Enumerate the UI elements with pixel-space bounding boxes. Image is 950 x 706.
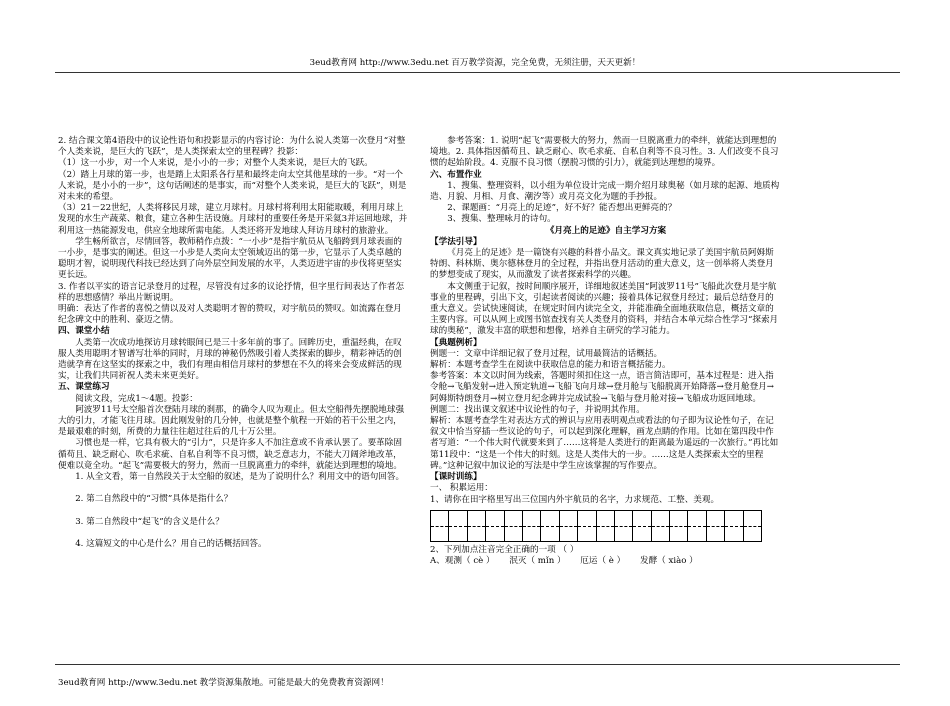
paragraph: 习惯也是一样，它具有极大的“引力”，只是许多人不加注意或不肯承认罢了。要革除固循苟且、缺乏耐心、吹毛求疵、自私自利等不良习惯，缺乏意志力，不能大刀阔斧地改革，便难以竟全功。“起飞”需要极大的努力，然而一旦脱离重力的牵绊，就能达到理想的境地。 — [58, 438, 402, 471]
question: 2. 第二自然段中的“习惯”具体是指什么？ — [75, 494, 233, 505]
option-d: 发酵（ xiào ） — [639, 555, 698, 566]
answer-options — [430, 556, 782, 567]
left-column — [58, 136, 410, 550]
paragraph: 一、 积累运用： — [430, 483, 493, 494]
question: 1. 从全文看，第一自然段关于太空船的叙述，是为了说明什么？利用文中的语句回答。 — [75, 472, 405, 483]
analysis: 解析：本题考查学生在阅读中获取信息的能力和语言概括能力。 — [430, 360, 671, 371]
question: 2、下列加点注音完全正确的一项 （ ） — [430, 544, 579, 555]
section-heading: 【典题例析】 — [430, 337, 482, 348]
section-heading: 四、课堂小结 — [58, 326, 110, 337]
paragraph: 本文侧重于记叙，按时间顺序展开，详细地叙述美国“阿波罗11号”飞船此次登月是宇航事业的里程碑，引出下文，引起读者阅读的兴趣；接着具体记叙登月经过；最后总结登月的重大意义。尝试快速阅读，在规定时间内读完全文，并能准确全面地获取信息，概括文章的主要内容。可以从网上或图书馆查找有关人类登月的资料，并结合本单元综合性学习“探索月球的奥秘”，激发丰富的联想和想像，培养自主研究的学习能力。 — [430, 281, 779, 337]
right-column — [430, 136, 782, 567]
paragraph: 阿波罗11号太空船首次登陆月球的刹那，的确令人叹为观止。但太空船得先摆脱地球强大的引力，才能飞往月球。因此刚发射的几分钟，也就是整个航程一开始的若干公里之内，是最艰难的时刻，所费的力量往往超过往后的几十万公里。 — [58, 404, 405, 438]
paragraph: 1、请你在田字格里写出三位国内外宇航员的名字，力求规范、工整、美观。 — [430, 494, 720, 505]
section-heading: 【课时训练】 — [430, 472, 482, 483]
paragraph: （3）21－22世纪，人类将移民月球，建立月球村。月球村将利用太阳能取暖，利用月球上发现的水生产蔬菜、粮食，建立各种生活设施。月球村的重要任务是开采氦3并运回地球，并利用这一热能源发电，供应全地球所需电能。人类还将开发地球人拜访月球村的旅游业。 — [58, 203, 408, 236]
header-rule — [55, 72, 900, 73]
page-header: 3eud教育网 http://www.3edu.net 百万教学资源，完全免费，无须注册，天天更新！ — [309, 58, 641, 68]
paragraph: （2）踏上月球的第一步，也是踏上太阳系各行星和最终走向太空其他星球的一步。“对一个人来说，是小小的一步”，这句话阐述的是事实，而“对整个人类来说，是巨大的飞跃”，则是对未来的希望。 — [58, 169, 407, 203]
question: 3. 第二自然段中“起飞”的含义是什么？ — [75, 516, 224, 527]
paragraph: 阅读文段，完成1～4题。投影： — [75, 393, 198, 404]
paragraph: （1）这一小步，对一个人来说，是小小的一步；对整个人类来说，是巨大的飞跃。 — [58, 158, 373, 169]
answer: 参考答案：本文以时间为线索，答题时须扣住这一点，语言简洁即可，基本过程是：进入指令舱→飞船发射→进入预定轨道→飞船飞向月球→登月舱与飞船脱离开始降落→登月舱登月→阿姆斯特朗登月→树立登月纪念碑并完成试验→飞船与登月舱对接→飞船成功返回地球。 — [430, 371, 774, 404]
paragraph: 学生畅所欲言，尽情回答，教师稍作点拨：“一小步”是指宇航员从飞船跨到月球表面的一小步，是事实的阐述。但这一小步是人类向太空领域迈出的第一步，它显示了人类卓越的聪明才智，说明现代科技已经达到了向外层空间发展的水平，人类迈进宇宙的步伐将更坚实更长远。 — [58, 236, 402, 281]
page-footer: 3eud教育网 http://www.3edu.net 教学资源集散地。可能是最大的免费教育资源网！ — [58, 678, 389, 688]
section-heading: 【学法引导】 — [430, 236, 482, 247]
paragraph: 参考答案：1. 说明“起飞”需要极大的努力，然而一旦脱离重力的牵绊，就能达到理想的境地。2. 具体指因循苟且、缺乏耐心、吹毛求疵、自私自利等不良习性。3. 人们改变不良习惯的起始阶段。4. 克服不良习惯（摆脱习惯的引力），就能到达理想的境界。 — [430, 136, 779, 169]
paragraph: 人类第一次成功地探访月球转眼间已是三十多年前的事了。回眸历史，重温经典，在叹服人类用聪明才智谱写壮举的同时，月球的神秘仍然吸引着人类探索的脚步，精彩神话的创造就孕育在这坚实的探索之中，我们有理由相信月球村的梦想在不久的将来会变成鲜活的现实，让我们共同祈祝人类未来更美好。 — [58, 337, 402, 382]
plan-title: 《月亮上的足迹》自主学习方案 — [545, 225, 667, 236]
section-heading: 五、课堂练习 — [58, 382, 110, 393]
footer-rule — [55, 664, 900, 665]
option-b: 泯灭（ mǐn ） — [509, 555, 566, 566]
question: 4. 这篇短文的中心是什么？用自己的话概括回答。 — [75, 538, 267, 549]
paragraph: 《月亮上的足迹》是一篇饶有兴趣的科普小品文。课文真实地记录了美国宇航员阿姆斯特朗、科林斯、奥尔德林登月的全过程，并指出登月活动的重大意义，这一创举将人类登月的梦想变成了现实，从而激发了读者探索科学的兴趣。 — [430, 248, 774, 281]
tianzige-grid — [430, 510, 762, 542]
paragraph: 2. 结合课文第4语段中的议论性语句和投影显示的内容讨论：为什么说人类第一次登月“对整个人类来说，是巨大的飞跃”，是人类探索太空的里程碑？投影： — [58, 136, 406, 158]
option-a: A、观测（ cè ） — [430, 555, 495, 566]
paragraph: 明确：表达了作者的喜悦之情以及对人类聪明才智的赞叹，对宇航员的赞叹。如流露在登月纪念碑文中的胜利、豪迈之情。 — [58, 304, 402, 326]
paragraph: 2、课题画：“月亮上的足迹”，好不好？能否想出更鲜亮的？ — [447, 203, 677, 214]
paragraph: 3、搜集、整理咏月的诗句。 — [447, 214, 556, 225]
section-heading: 六、布置作业 — [430, 169, 482, 180]
analysis: 解析：本题考查学生对表达方式的辨识与应用表明观点或看法的句子即为议论性句子，在记叙文中恰当穿插一些议论的句子，可以起到深化理解，画龙点睛的作用。比如在第四段中作者写道：“一个伟大时代就要来到了……这将是人类进行的距离最为遥远的一次旅行。”再比如第11段中：“这是一个伟大的时刻。这是人类伟大的一步。……这是人类探索太空的里程碑。”这种记叙中加议论的写法是中学生应该掌握的写作要点。 — [430, 416, 779, 471]
paragraph: 3. 作者以平实的语言记录登月的过程，尽管没有过多的议论抒情，但字里行间表达了作者怎样的思想感情？举出片断说明。 — [58, 281, 405, 303]
example: 例题二：找出课文叙述中议论性的句子，并说明其作用。 — [430, 404, 645, 415]
paragraph: 1、搜集、整理资料，以小组为单位设计完成一期介绍月球奥秘（如月球的起源、地质构造、月貌、月相、月食、潮汐等）或月亮文化为题的手抄报。 — [430, 180, 780, 203]
example: 例题一：文章中详细记叙了登月过程，试用最简洁的话概括。 — [430, 348, 663, 359]
option-c: 厄运（ è ） — [580, 555, 626, 566]
